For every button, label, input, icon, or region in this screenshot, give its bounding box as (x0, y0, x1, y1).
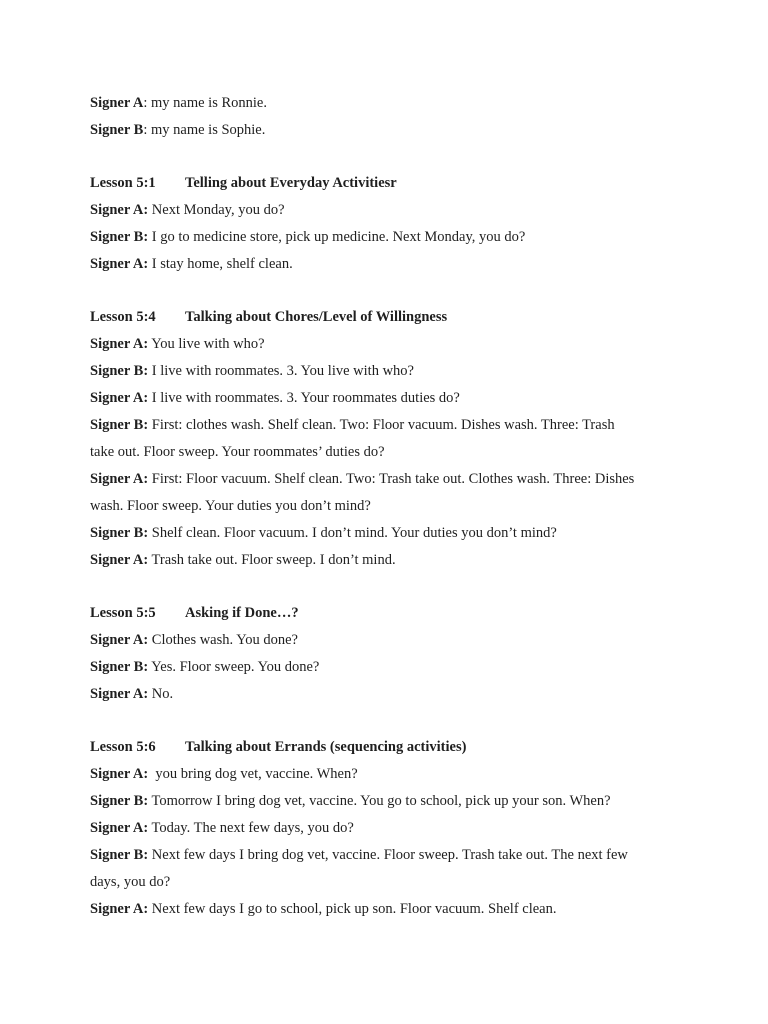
dialogue-line (90, 466, 730, 493)
document-body (90, 90, 730, 923)
speaker-label: Signer B: (90, 363, 149, 379)
dialogue-line (90, 788, 730, 815)
speaker-label: Signer A: (90, 766, 149, 782)
dialogue-line (90, 842, 730, 869)
dialogue-text: take out. Floor sweep. Your roommates’ duties do? (90, 444, 385, 460)
dialogue-line (90, 197, 730, 224)
speaker-label: Signer A: (90, 901, 149, 917)
lesson-section (90, 600, 730, 708)
dialogue-line (90, 412, 730, 439)
dialogue-text: I stay home, shelf clean. (148, 256, 293, 272)
lesson-number: Lesson 5:5 (90, 605, 156, 621)
dialogue-text: I go to medicine store, pick up medicine. Next Monday, you do? (148, 229, 526, 245)
dialogue-line (90, 331, 730, 358)
speaker-label: Signer A: (90, 256, 149, 272)
speaker-label: Signer B (90, 122, 144, 138)
lesson-section (90, 734, 730, 923)
dialogue-text: Trash take out. Floor sweep. I don’t mind. (148, 552, 396, 568)
dialogue-line (90, 385, 730, 412)
lesson-heading (90, 170, 730, 197)
dialogue-text: Next few days I go to school, pick up son. Floor vacuum. Shelf clean. (148, 901, 557, 917)
dialogue-text: Clothes wash. You done? (148, 632, 298, 648)
speaker-label: Signer A: (90, 552, 149, 568)
lesson-title: Talking about Errands (sequencing activities) (185, 739, 467, 755)
dialogue-text: you bring dog vet, vaccine. When? (148, 766, 358, 782)
dialogue-text: days, you do? (90, 874, 171, 890)
intro-section (90, 90, 730, 144)
dialogue-text: First: Floor vacuum. Shelf clean. Two: Trash take out. Clothes wash. Three: Dishes (148, 471, 635, 487)
lesson-number: Lesson 5:1 (90, 175, 156, 191)
speaker-label: Signer A (90, 95, 144, 111)
lesson-heading (90, 734, 730, 761)
dialogue-text: Next Monday, you do? (148, 202, 285, 218)
dialogue-text: I live with roommates. 3. Your roommates duties do? (148, 390, 460, 406)
speaker-label: Signer A: (90, 390, 149, 406)
dialogue-line (90, 251, 730, 278)
dialogue-text: Shelf clean. Floor vacuum. I don’t mind. Your duties you don’t mind? (148, 525, 557, 541)
lesson-title: Talking about Chores/Level of Willingness (185, 309, 448, 325)
lesson-number: Lesson 5:6 (90, 739, 156, 755)
speaker-label: Signer A: (90, 820, 149, 836)
lesson-heading (90, 600, 730, 627)
speaker-label: Signer B: (90, 847, 149, 863)
dialogue-line-continuation (90, 439, 730, 466)
dialogue-text: Yes. Floor sweep. You done? (148, 659, 320, 675)
dialogue-line-continuation (90, 869, 730, 896)
speaker-label: Signer A: (90, 336, 149, 352)
speaker-label: Signer B: (90, 525, 149, 541)
dialogue-line (90, 547, 730, 574)
lesson-number: Lesson 5:4 (90, 309, 156, 325)
dialogue-line (90, 520, 730, 547)
dialogue-line-continuation (90, 493, 730, 520)
speaker-separator: : (143, 95, 148, 111)
lesson-section (90, 170, 730, 278)
dialogue-text: I live with roommates. 3. You live with who? (148, 363, 414, 379)
dialogue-text: Today. The next few days, you do? (148, 820, 354, 836)
dialogue-line (90, 761, 730, 788)
speaker-separator: : (143, 122, 148, 138)
dialogue-line (90, 90, 730, 117)
dialogue-text: my name is Ronnie. (147, 95, 267, 111)
dialogue-line (90, 117, 730, 144)
speaker-label: Signer A: (90, 686, 149, 702)
dialogue-line (90, 681, 730, 708)
dialogue-line (90, 654, 730, 681)
dialogue-line (90, 815, 730, 842)
speaker-label: Signer B: (90, 417, 149, 433)
dialogue-text: Next few days I bring dog vet, vaccine. Floor sweep. Trash take out. The next few (148, 847, 628, 863)
speaker-label: Signer A: (90, 471, 149, 487)
dialogue-line (90, 627, 730, 654)
lesson-title: Telling about Everyday Activitiesr (185, 175, 397, 191)
speaker-label: Signer A: (90, 632, 149, 648)
dialogue-text: First: clothes wash. Shelf clean. Two: Floor vacuum. Dishes wash. Three: Trash (148, 417, 615, 433)
dialogue-text: No. (148, 686, 174, 702)
dialogue-line (90, 896, 730, 923)
dialogue-text: Tomorrow I bring dog vet, vaccine. You go to school, pick up your son. When? (148, 793, 611, 809)
speaker-label: Signer B: (90, 229, 149, 245)
dialogue-text: You live with who? (148, 336, 265, 352)
speaker-label: Signer B: (90, 659, 149, 675)
dialogue-line (90, 224, 730, 251)
dialogue-text: my name is Sophie. (147, 122, 266, 138)
lesson-title: Asking if Done…? (185, 605, 299, 621)
speaker-label: Signer A: (90, 202, 149, 218)
dialogue-text: wash. Floor sweep. Your duties you don’t mind? (90, 498, 371, 514)
lesson-section (90, 304, 730, 574)
speaker-label: Signer B: (90, 793, 149, 809)
dialogue-line (90, 358, 730, 385)
lesson-heading (90, 304, 730, 331)
